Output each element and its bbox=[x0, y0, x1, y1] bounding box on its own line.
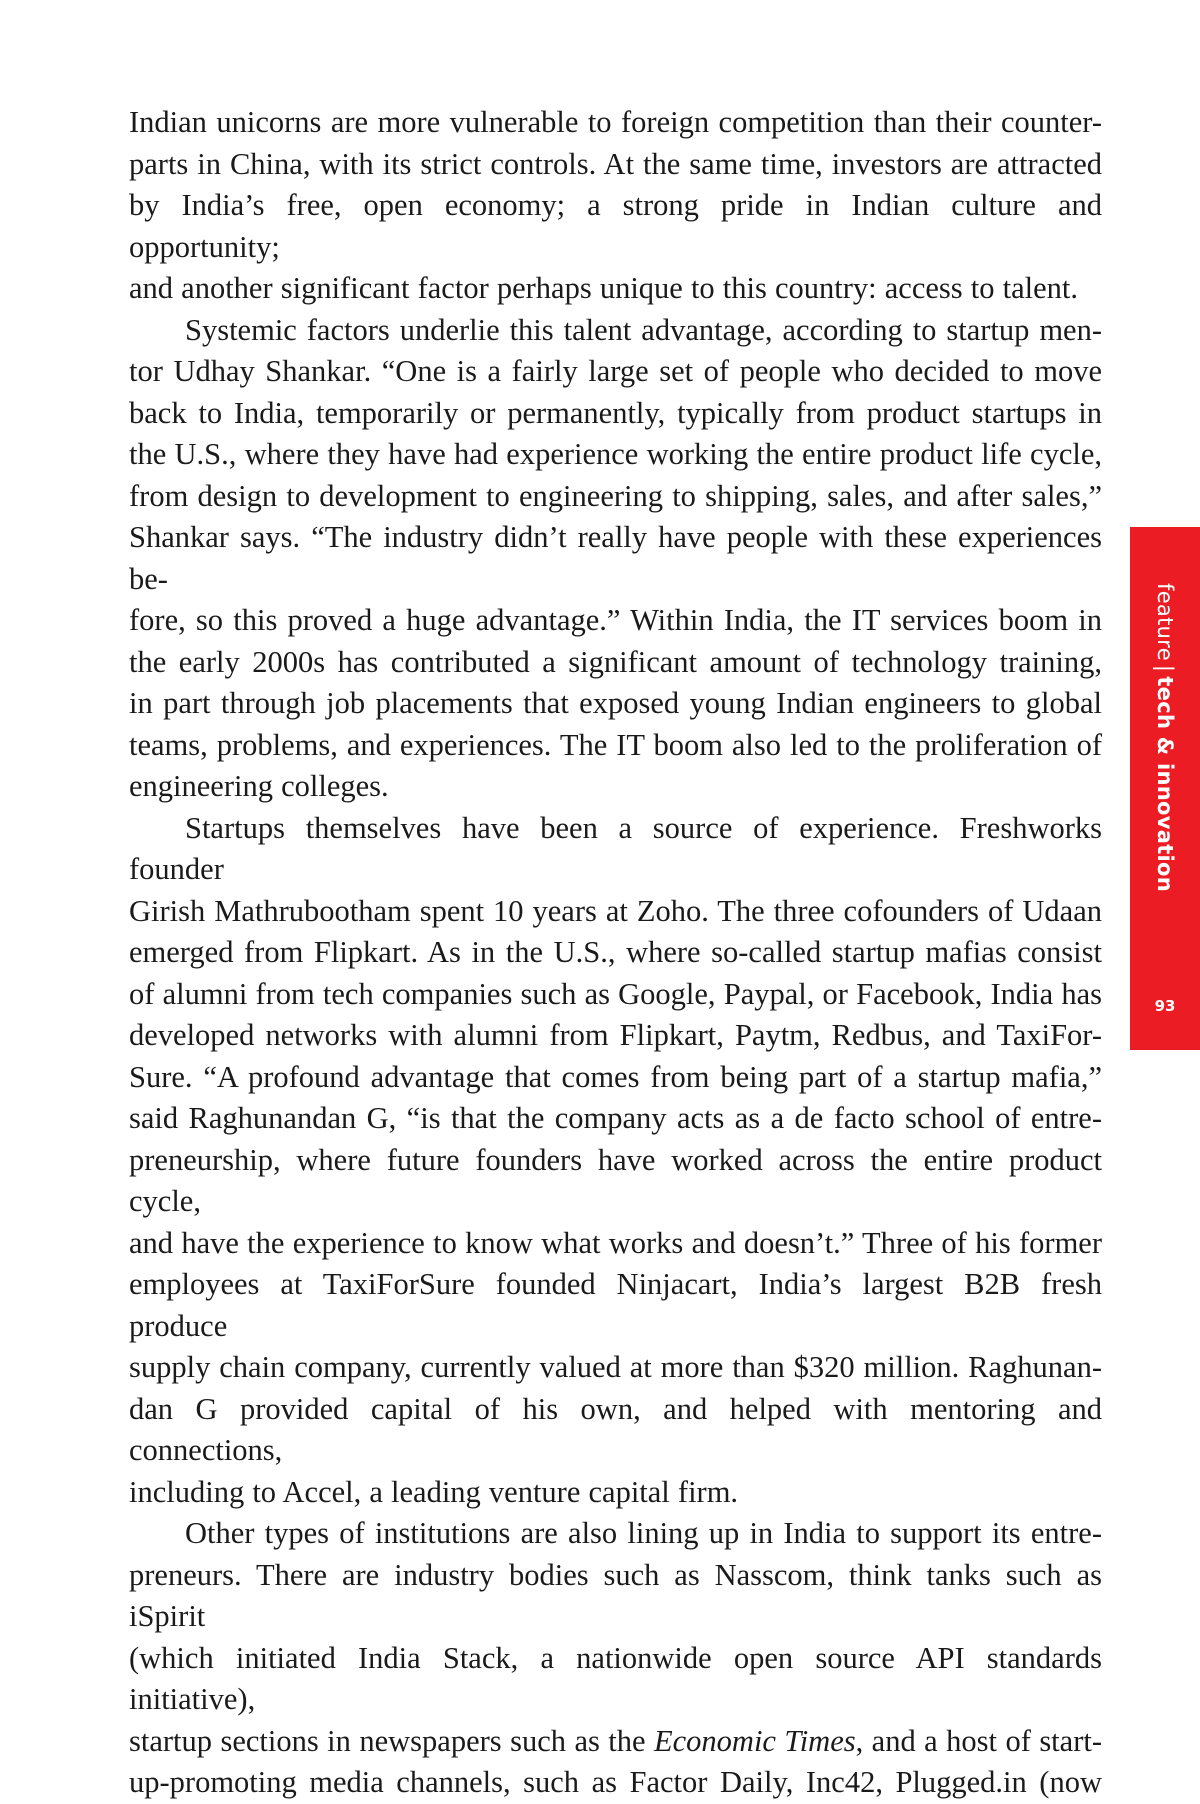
text-line: (which initiated India Stack, a nationwide open source API standards initiative), bbox=[129, 1640, 1102, 1716]
text-run: , and a host of start- bbox=[855, 1723, 1102, 1758]
text-line: the early 2000s has contributed a significant amount of technology training, bbox=[129, 644, 1102, 679]
text-line: Systemic factors underlie this talent advantage, according to startup men- bbox=[185, 312, 1102, 347]
text-line: up-promoting media channels, such as Factor Daily, Inc42, Plugged.in (now bbox=[129, 1765, 1102, 1799]
text-line: engineering colleges. bbox=[129, 769, 389, 803]
text-line: from design to development to engineering to shipping, sales, and after sales,” bbox=[129, 478, 1102, 513]
publication-title: Economic Times bbox=[654, 1723, 856, 1758]
text-line: tor Udhay Shankar. “One is a fairly large set of people who decided to move bbox=[129, 354, 1102, 388]
section-topic: tech & innovation bbox=[1153, 676, 1177, 893]
section-side-tab bbox=[1130, 527, 1200, 1050]
text-line: said Raghunandan G, “is that the company acts as a de facto school of entre- bbox=[129, 1101, 1102, 1135]
text-line: including to Accel, a leading venture capital firm. bbox=[129, 1474, 739, 1509]
text-line: preneurship, where future founders have worked across the entire product cycle, bbox=[129, 1142, 1102, 1218]
text-line: emerged from Flipkart. As in the U.S., where so-called startup mafias consist bbox=[129, 935, 1102, 969]
paragraph-1 bbox=[129, 102, 1102, 310]
paragraph-4 bbox=[129, 1513, 1102, 1804]
text-line: Startups themselves have been a source of experience. Freshworks founder bbox=[129, 810, 1102, 886]
text-run: startup sections in newspapers such as the bbox=[129, 1723, 655, 1758]
text-line: teams, problems, and experiences. The IT boom also led to the proliferation of bbox=[129, 727, 1102, 762]
text-line: dan G provided capital of his own, and helped with mentoring and connections, bbox=[129, 1391, 1102, 1467]
text-line: in part through job placements that exposed young Indian engineers to global bbox=[129, 686, 1102, 720]
text-line: employees at TaxiForSure founded Ninjacart, India’s largest B2B fresh produce bbox=[129, 1267, 1102, 1343]
section-name: feature bbox=[1153, 583, 1177, 661]
text-line: Shankar says. “The industry didn’t really have people with these experiences be- bbox=[129, 520, 1102, 596]
text-line: Indian unicorns are more vulnerable to foreign competition than their counter- bbox=[129, 105, 1102, 139]
text-line: of alumni from tech companies such as Google, Paypal, or Facebook, India has bbox=[129, 976, 1102, 1011]
text-line: Girish Mathrubootham spent 10 years at Zoho. The three cofounders of Udaan bbox=[129, 893, 1102, 928]
text-line: developed networks with alumni from Flipkart, Paytm, Redbus, and TaxiFor- bbox=[129, 1018, 1102, 1052]
text-line: Sure. “A profound advantage that comes from being part of a startup mafia,” bbox=[129, 1059, 1102, 1094]
text-line: and another significant factor perhaps unique to this country: access to talent. bbox=[129, 271, 1079, 305]
section-label bbox=[1153, 583, 1177, 892]
text-line: and have the experience to know what works and doesn’t.” Three of his former bbox=[129, 1225, 1102, 1260]
text-line: by India’s free, open economy; a strong pride in Indian culture and opportunity; bbox=[129, 188, 1102, 264]
text-line: fore, so this proved a huge advantage.” Within India, the IT services boom in bbox=[129, 603, 1102, 637]
text-line: preneurs. There are industry bodies such as Nasscom, think tanks such as iSpirit bbox=[129, 1557, 1102, 1633]
text-line: supply chain company, currently valued at more than $320 million. Raghunan- bbox=[129, 1350, 1102, 1384]
text-line: back to India, temporarily or permanently, typically from product startups in bbox=[129, 395, 1102, 430]
text-line: Other types of institutions are also lining up in India to support its entre- bbox=[185, 1516, 1102, 1550]
paragraph-3 bbox=[129, 808, 1102, 1514]
article-body bbox=[129, 102, 1102, 1804]
text-line: parts in China, with its strict controls. At the same time, investors are attracted bbox=[129, 146, 1102, 181]
paragraph-2 bbox=[129, 310, 1102, 808]
text-line bbox=[129, 1721, 1102, 1763]
section-separator: | bbox=[1153, 664, 1177, 673]
text-line: the U.S., where they have had experience working the entire product life cycle, bbox=[129, 437, 1102, 471]
page-number: 93 bbox=[1154, 997, 1176, 1015]
